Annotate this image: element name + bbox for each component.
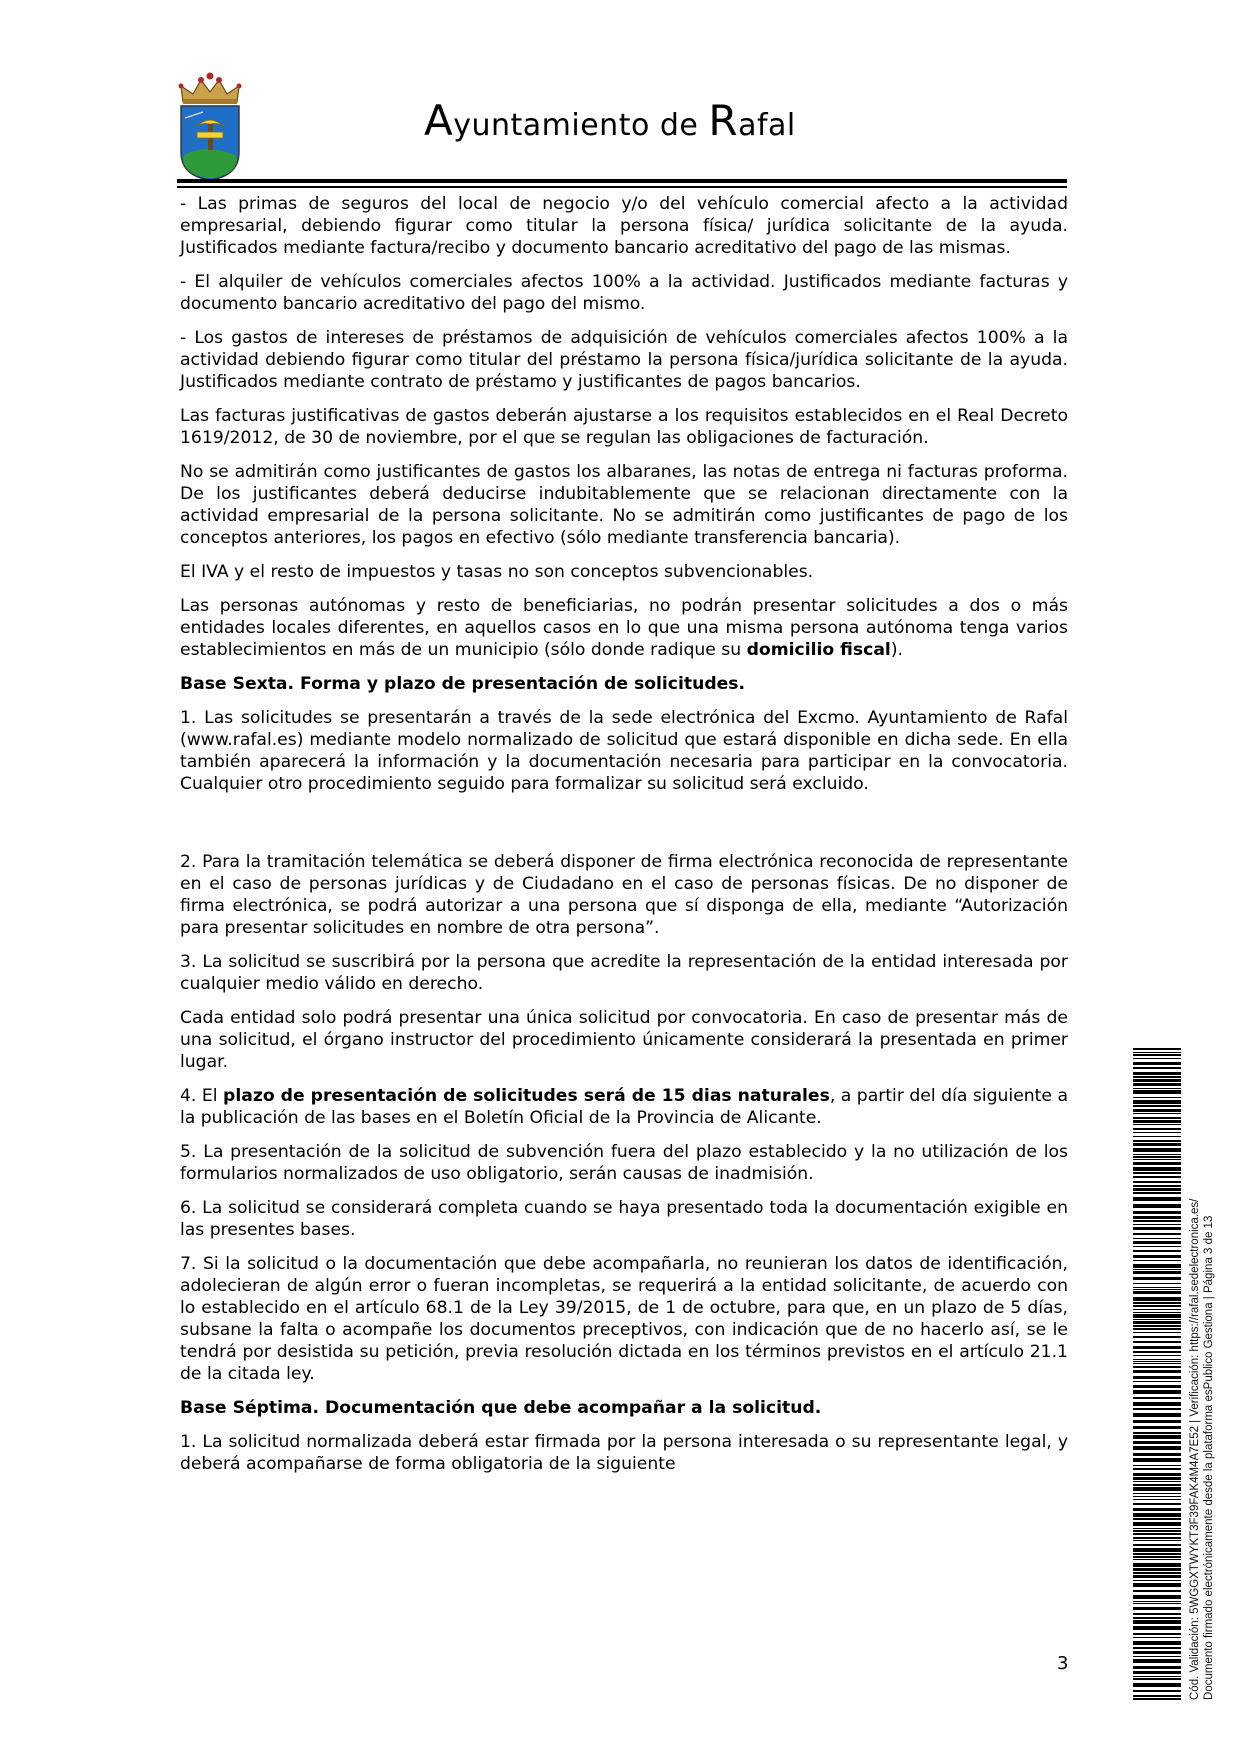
barcode-bar xyxy=(1133,1363,1181,1364)
barcode-bar xyxy=(1133,1136,1181,1137)
barcode-bar xyxy=(1133,1637,1181,1638)
barcode-bar xyxy=(1133,1197,1181,1201)
barcode-bar xyxy=(1133,1583,1181,1587)
barcode-bar xyxy=(1133,1590,1181,1592)
barcode-bar xyxy=(1133,1113,1181,1114)
coat-of-arms-logo xyxy=(175,72,245,182)
paragraph-item-2: 2. Para la tramitación telemática se deberá disponer de firma electrónica reconocida de representante en el caso de personas jurídicas y de Ciudadano en el caso de personas físicas. De no disponer de firma electrónica, se podrá autorizar a una persona que sí disponga de ella, mediante “Autorización para presentar solicitudes en nombre de otra persona”. xyxy=(180,852,1068,938)
barcode-bar xyxy=(1133,1617,1181,1619)
paragraph-item-3: 3. La solicitud se suscribirá por la persona que acredite la representación de la entidad interesada por cualquier medio válido en derecho. xyxy=(180,952,1068,994)
barcode-bar xyxy=(1133,1446,1181,1450)
validation-text xyxy=(1188,1199,1216,1700)
paragraph-invoices-requirements: Las facturas justificativas de gastos deberán ajustarse a los requisitos establecidos en el Real Decreto 1619/2012, de 30 de noviembre, por el que se regulan las obligaciones de facturación. xyxy=(180,406,1068,448)
barcode-bar xyxy=(1133,1659,1181,1663)
barcode-bar xyxy=(1133,1083,1181,1086)
barcode-bar xyxy=(1133,1246,1181,1247)
barcode-bar xyxy=(1133,1283,1181,1284)
barcode-bar xyxy=(1133,1537,1181,1539)
paragraph-single-application: Cada entidad solo podrá presentar una única solicitud por convocatoria. En caso de presentar más de una solicitud, el órgano instructor del procedimiento únicamente considerará la presentada en primer lugar. xyxy=(180,1008,1068,1072)
barcode-bar xyxy=(1133,1563,1181,1567)
barcode-bar xyxy=(1133,1453,1181,1456)
barcode-bar xyxy=(1133,1159,1181,1160)
barcode-bar xyxy=(1133,1530,1181,1532)
barcode-bar xyxy=(1133,1484,1181,1486)
barcode-bar xyxy=(1133,1477,1181,1480)
barcode-bar xyxy=(1133,1271,1181,1274)
barcode-bar xyxy=(1133,1420,1181,1423)
barcode-bar xyxy=(1133,1559,1181,1560)
barcode-bar xyxy=(1133,1656,1181,1657)
barcode-bar xyxy=(1133,1465,1181,1466)
paragraph-item-5: 5. La presentación de la solicitud de subvención fuera del plazo establecido y la no utilización de los formularios normalizados de uso obligatorio, serán causas de inadmisión. xyxy=(180,1142,1068,1184)
barcode-bar xyxy=(1133,1575,1181,1578)
barcode-bar xyxy=(1133,1633,1181,1635)
barcode-bar xyxy=(1133,1413,1181,1417)
validation-line-2: Documento firmado electrónicamente desde la plataforma esPublico Gestiona | Página 3 de 13 xyxy=(1203,1215,1215,1700)
barcode-bar xyxy=(1133,1277,1181,1280)
barcode-bar xyxy=(1133,1626,1181,1630)
barcode-bar xyxy=(1133,1088,1181,1089)
barcode-bar xyxy=(1133,1128,1181,1130)
barcode-bar xyxy=(1133,1346,1181,1349)
barcode-bar xyxy=(1133,1220,1181,1222)
paragraph-item-4 xyxy=(180,1085,1068,1129)
barcode-bar xyxy=(1133,1241,1181,1244)
barcode-bar xyxy=(1133,1381,1181,1382)
paragraph-septima-item-1: 1. La solicitud normalizada deberá estar firmada por la persona interesada o su representante legal, y deberá acompañarse de forma obligatoria de la siguiente xyxy=(180,1432,1068,1474)
barcode-bar xyxy=(1133,1224,1181,1225)
barcode-bar xyxy=(1133,1678,1181,1680)
barcode-bar xyxy=(1133,1690,1181,1692)
barcode-bar xyxy=(1133,1054,1181,1056)
domicilio-fiscal-bold: domicilio fiscal xyxy=(746,640,891,660)
barcode-bar xyxy=(1133,1260,1181,1261)
barcode-bar xyxy=(1133,1341,1181,1343)
title-part-2: afal xyxy=(738,108,796,143)
barcode-bar xyxy=(1133,1676,1181,1677)
barcode-bar xyxy=(1133,1544,1181,1546)
barcode-bar xyxy=(1133,1695,1181,1697)
barcode-bar xyxy=(1133,1325,1181,1327)
deadline-bold: plazo de presentación de solicitudes será de 15 dias naturales xyxy=(223,1086,830,1106)
barcode-bar xyxy=(1133,1076,1181,1078)
barcode-bar xyxy=(1133,1522,1181,1526)
barcode-bar xyxy=(1133,1426,1181,1429)
barcode-bar xyxy=(1133,1167,1181,1171)
barcode-bar xyxy=(1133,1556,1181,1558)
barcode-bar xyxy=(1133,1402,1181,1406)
barcode-bar xyxy=(1133,1607,1181,1610)
barcode-bar xyxy=(1133,1192,1181,1194)
barcode-bar xyxy=(1133,1493,1181,1494)
header-divider-thick xyxy=(177,179,1067,183)
barcode-bar xyxy=(1133,1097,1181,1098)
barcode-bar xyxy=(1133,1370,1181,1373)
paragraph-vehicle-rental: - El alquiler de vehículos comerciales afectos 100% a la actividad. Justificados mediante facturas y documento bancario acreditativo del pago del mismo. xyxy=(180,272,1068,314)
barcode-bar xyxy=(1133,1435,1181,1439)
barcode-bar xyxy=(1133,1079,1181,1082)
barcode-bar xyxy=(1133,1468,1181,1470)
barcode-bar xyxy=(1133,1312,1181,1313)
barcode-bar xyxy=(1133,1143,1181,1146)
barcode-bar xyxy=(1133,1062,1181,1065)
barcode-bar xyxy=(1133,1162,1181,1165)
barcode-bar xyxy=(1133,1072,1181,1075)
title-part-1: yuntamiento de xyxy=(453,108,709,143)
paragraph-autonomous-persons xyxy=(180,595,1068,661)
barcode-bar xyxy=(1133,1124,1181,1125)
barcode-bar xyxy=(1133,1314,1181,1318)
autonomous-text: Las personas autónomas y resto de beneficiarias, no podrán presentar solicitudes a dos o más entidades locales diferentes, en aquellos casos en lo que una misma persona autónoma tenga varios establecimientos en más de un municipio (sólo donde radique su xyxy=(180,596,1068,660)
barcode-bar xyxy=(1133,1481,1181,1482)
barcode-bar xyxy=(1133,1309,1181,1310)
barcode-bar xyxy=(1133,1641,1181,1645)
barcode-bar xyxy=(1133,1647,1181,1649)
barcode-bar xyxy=(1133,1233,1181,1235)
barcode-bar xyxy=(1133,1154,1181,1155)
item-4-text-end: , a partir del día siguiente a la publicación de las bases en el Boletín Oficial de la Provincia de Alicante. xyxy=(180,1086,1069,1128)
barcode-bar xyxy=(1133,1238,1181,1239)
barcode-bar xyxy=(1133,1176,1181,1178)
barcode-bar xyxy=(1133,1487,1181,1491)
barcode-bar xyxy=(1133,1473,1181,1476)
paragraph-loan-interest: - Los gastos de intereses de préstamos de adquisición de vehículos comerciales afectos 100% a la actividad debiendo figurar como titular del préstamo la persona física/jurídica solicitante de la ayuda. Justificados mediante contrato de préstamo y justificantes de pagos bancarios. xyxy=(180,328,1068,392)
barcode-bar xyxy=(1133,1408,1181,1410)
barcode-bar xyxy=(1133,1148,1181,1152)
barcode-bar xyxy=(1133,1211,1181,1214)
barcode-bar xyxy=(1133,1698,1181,1700)
item-4-text: 4. El xyxy=(180,1086,224,1106)
barcode-bar xyxy=(1133,1513,1181,1517)
barcode-bar xyxy=(1133,1533,1181,1535)
page-number: 3 xyxy=(1057,1653,1069,1674)
barcode-bar xyxy=(1133,1376,1181,1379)
barcode-bar xyxy=(1133,1328,1181,1330)
title-initial-a: A xyxy=(424,96,454,145)
barcode-bar xyxy=(1133,1508,1181,1511)
barcode-bar xyxy=(1133,1355,1181,1356)
validation-barcode xyxy=(1133,1048,1181,1700)
title-initial-r: R xyxy=(708,96,739,145)
barcode-bar xyxy=(1133,1291,1181,1294)
barcode-bar xyxy=(1133,1351,1181,1353)
barcode-bar xyxy=(1133,1117,1181,1119)
barcode-bar xyxy=(1133,1528,1181,1529)
barcode-bar xyxy=(1133,1361,1181,1362)
barcode-bar xyxy=(1133,1058,1181,1059)
barcode-bar xyxy=(1133,1390,1181,1394)
barcode-bar xyxy=(1133,1250,1181,1252)
barcode-bar xyxy=(1133,1287,1181,1288)
barcode-bar xyxy=(1133,1289,1181,1290)
section-heading-base-septima: Base Séptima. Documentación que debe acompañar a la solicitud. xyxy=(180,1398,822,1418)
barcode-bar xyxy=(1133,1580,1181,1581)
barcode-bar xyxy=(1133,1432,1181,1434)
barcode-bar xyxy=(1133,1172,1181,1174)
paragraph-item-6: 6. La solicitud se considerará completa cuando se haya presentado toda la documentación exigible en las presentes bases. xyxy=(180,1198,1068,1240)
barcode-bar xyxy=(1133,1090,1181,1094)
barcode-bar xyxy=(1133,1109,1181,1112)
barcode-bar xyxy=(1133,1269,1181,1270)
barcode-bar xyxy=(1133,1651,1181,1654)
barcode-bar xyxy=(1133,1297,1181,1301)
barcode-bar xyxy=(1133,1441,1181,1444)
barcode-bar xyxy=(1133,1518,1181,1520)
barcode-bar xyxy=(1133,1105,1181,1107)
validation-line-1: Cód. Validación: 5WGGXTWYKT3F39FAK4M4A7E52 | Verificación: https://rafal.sedelectronica.es/ xyxy=(1189,1198,1201,1700)
barcode-bar xyxy=(1133,1496,1181,1497)
barcode-bar xyxy=(1133,1204,1181,1208)
barcode-bar xyxy=(1133,1503,1181,1505)
barcode-bar xyxy=(1133,1185,1181,1187)
barcode-bar xyxy=(1133,1683,1181,1687)
barcode-bar xyxy=(1133,1120,1181,1123)
barcode-bar xyxy=(1133,1359,1181,1360)
section-heading-base-sexta: Base Sexta. Forma y plazo de presentación de solicitudes. xyxy=(180,674,746,694)
paragraph-vat: El IVA y el resto de impuestos y tasas no son conceptos subvencionables. xyxy=(180,562,814,582)
barcode-bar xyxy=(1133,1132,1181,1133)
barcode-bar xyxy=(1133,1458,1181,1462)
barcode-bar xyxy=(1133,1319,1181,1320)
barcode-bar xyxy=(1133,1140,1181,1142)
barcode-bar xyxy=(1133,1181,1181,1183)
barcode-bar xyxy=(1133,1227,1181,1230)
barcode-bar xyxy=(1133,1264,1181,1268)
autonomous-text-end: ). xyxy=(890,640,903,660)
barcode-bar xyxy=(1133,1305,1181,1307)
barcode-bar xyxy=(1133,1601,1181,1602)
barcode-bar xyxy=(1133,1188,1181,1191)
barcode-bar xyxy=(1133,1613,1181,1615)
barcode-bar xyxy=(1133,1553,1181,1555)
barcode-bar xyxy=(1133,1336,1181,1338)
barcode-bar xyxy=(1133,1620,1181,1624)
barcode-bar xyxy=(1133,1671,1181,1674)
barcode-bar xyxy=(1133,1100,1181,1104)
barcode-bar xyxy=(1133,1366,1181,1368)
barcode-bar xyxy=(1133,1568,1181,1571)
barcode-bar xyxy=(1133,1321,1181,1324)
barcode-bar xyxy=(1133,1540,1181,1541)
barcode-bar xyxy=(1133,1216,1181,1219)
paragraph-item-7: 7. Si la solicitud o la documentación que debe acompañarla, no reunieran los datos de identificación, adolecieran de algún error o fueran incompletas, se requerirá a la entidad solicitante, de acuerdo con lo establecido en el artículo 68.1 de la Ley 39/2015, de 1 de octubre, para que, en un plazo de 5 días, subsane la falta o acompañe los documentos preceptivos, con indicación que de no hacerlo así, se le tendrá por desistida su petición, previa resolución dictada en los términos previstos en el artículo 21.1 de la citada ley. xyxy=(180,1254,1068,1384)
paragraph-not-admitted: No se admitirán como justificantes de gastos los albaranes, las notas de entrega ni facturas proforma. De los justificantes deberá deducirse indubitablemente que se relacionan directamente con la actividad empresarial de la persona solicitante. No se admitirán como justificantes de pago de los conceptos anteriores, los pagos en efectivo (sólo mediante transferencia bancaria). xyxy=(180,462,1068,548)
paragraph-insurance-premiums: - Las primas de seguros del local de negocio y/o del vehículo comercial afecto a la actividad empresarial, debiendo figurar como titular la persona física/ jurídica solicitante de la ayuda. Justificados mediante factura/recibo y documento bancario acreditativo del pago de las mismas. xyxy=(180,194,1068,258)
barcode-bar xyxy=(1133,1397,1181,1399)
barcode-bar xyxy=(1133,1067,1181,1069)
paragraph-item-1: 1. Las solicitudes se presentarán a través de la sede electrónica del Excmo. Ayuntamiento de Rafal (www.rafal.es) mediante modelo normalizado de solicitud que estará disponible en dicha sede. En ella también aparecerá la información y la documentación necesaria para participar en la convocatoria. Cualquier otro procedimiento seguido para formalizar su solicitud será excluido. xyxy=(180,708,1068,794)
barcode-bar xyxy=(1133,1572,1181,1574)
barcode-bar xyxy=(1133,1302,1181,1304)
page-title xyxy=(424,96,796,145)
header-divider-thin xyxy=(177,186,1067,188)
barcode-bar xyxy=(1133,1255,1181,1258)
document-body xyxy=(180,193,1068,1487)
barcode-bar xyxy=(1133,1385,1181,1388)
barcode-bar xyxy=(1133,1048,1181,1050)
barcode-bar xyxy=(1133,1052,1181,1053)
barcode-bar xyxy=(1133,1548,1181,1552)
barcode-bar xyxy=(1133,1156,1181,1158)
barcode-bar xyxy=(1133,1499,1181,1500)
barcode-bar xyxy=(1133,1666,1181,1669)
barcode-bar xyxy=(1133,1332,1181,1333)
barcode-bar xyxy=(1133,1595,1181,1599)
barcode-bar xyxy=(1133,1603,1181,1604)
